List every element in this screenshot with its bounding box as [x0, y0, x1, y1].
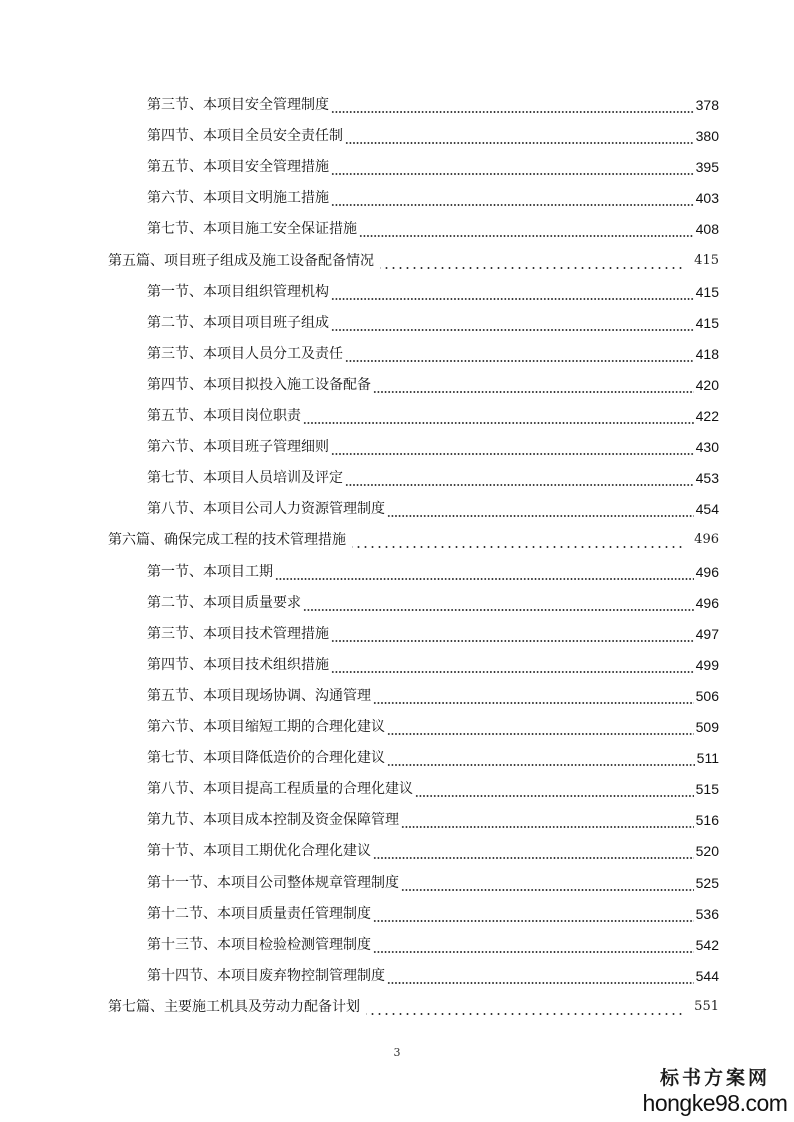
toc-dot-leader — [387, 967, 694, 985]
toc-dot-leader — [415, 780, 694, 798]
toc-dot-leader — [303, 594, 694, 612]
toc-entry-page: 420 — [695, 376, 719, 393]
toc-entry-title: 第五篇、项目班子组成及施工设备配备情况 — [108, 252, 374, 269]
toc-section-entry — [147, 557, 719, 581]
toc-section-entry — [147, 774, 719, 798]
toc-dot-leader — [352, 531, 686, 549]
toc-dot-leader — [331, 96, 694, 114]
toc-entry-page: 418 — [695, 345, 719, 362]
toc-section-entry — [147, 494, 719, 518]
toc-entry-title: 第一节、本项目组织管理机构 — [147, 283, 329, 300]
toc-entry-page: 520 — [695, 843, 719, 860]
toc-dot-leader — [373, 376, 694, 394]
toc-section-entry — [147, 370, 719, 394]
toc-dot-leader — [331, 283, 694, 301]
toc-dot-leader — [373, 905, 694, 923]
toc-dot-leader — [331, 189, 694, 207]
toc-entry-page: 415 — [694, 252, 719, 268]
page-number: 3 — [393, 1046, 401, 1059]
toc-entry-page: 408 — [695, 221, 719, 238]
toc-entry-title: 第二节、本项目项目班子组成 — [147, 314, 329, 331]
toc-entry-page: 551 — [694, 998, 719, 1014]
toc-section-entry — [147, 930, 719, 954]
toc-section-entry — [147, 339, 719, 363]
toc-part-entry — [108, 525, 719, 549]
toc-dot-leader — [387, 718, 694, 736]
toc-entry-title: 第五节、本项目安全管理措施 — [147, 159, 329, 176]
toc-dot-leader — [401, 811, 694, 829]
toc-entry-page: 497 — [695, 625, 719, 642]
toc-entry-page: 380 — [695, 128, 719, 145]
toc-dot-leader — [366, 998, 686, 1016]
toc-entry-title: 第九节、本项目成本控制及资金保障管理 — [147, 812, 399, 829]
toc-section-entry — [147, 712, 719, 736]
toc-dot-leader — [387, 749, 695, 767]
toc-entry-title: 第十一节、本项目公司整体规章管理制度 — [147, 874, 399, 891]
toc-entry-title: 第一节、本项目工期 — [147, 563, 273, 580]
toc-dot-leader — [359, 220, 694, 238]
toc-entry-page: 403 — [695, 190, 719, 207]
toc-entry-title: 第四节、本项目拟投入施工设备配备 — [147, 376, 371, 393]
toc-entry-title: 第十节、本项目工期优化合理化建议 — [147, 843, 371, 860]
toc-section-entry — [147, 90, 719, 114]
toc-entry-title: 第六节、本项目缩短工期的合理化建议 — [147, 719, 385, 735]
toc-entry-page: 454 — [695, 501, 719, 518]
toc-entry-page: 422 — [695, 408, 719, 424]
toc-entry-title: 第四节、本项目技术组织措施 — [147, 656, 329, 673]
toc-entry-page: 453 — [695, 470, 719, 487]
watermark-title: 标书方案网 — [659, 1067, 770, 1089]
toc-entry-page: 395 — [695, 159, 719, 176]
toc-entry-page: 511 — [696, 750, 719, 767]
toc-entry-title: 第五节、本项目现场协调、沟通管理 — [147, 687, 371, 704]
toc-section-entry — [147, 183, 719, 207]
toc-entry-title: 第十三节、本项目检验检测管理制度 — [147, 936, 371, 953]
toc-entry-page: 525 — [695, 874, 719, 891]
toc-dot-leader — [373, 936, 694, 954]
toc-section-entry — [147, 961, 719, 985]
toc-entry-page: 499 — [695, 656, 719, 673]
toc-section-entry — [147, 121, 719, 145]
toc-entry-page: 544 — [695, 967, 719, 984]
toc-section-entry — [147, 277, 719, 301]
toc-dot-leader — [401, 874, 694, 892]
toc-section-entry — [147, 805, 719, 829]
toc-section-entry — [147, 650, 719, 674]
toc-entry-page: 516 — [695, 812, 719, 829]
toc-section-entry — [147, 836, 719, 860]
toc-entry-title: 第三节、本项目人员分工及责任 — [147, 345, 343, 362]
toc-entry-title: 第四节、本项目全员安全责任制 — [147, 128, 343, 145]
toc-entry-title: 第六节、本项目文明施工措施 — [147, 190, 329, 207]
toc-entry-title: 第七节、本项目施工安全保证措施 — [147, 221, 357, 238]
toc-dot-leader — [331, 438, 694, 456]
toc-section-entry — [147, 588, 719, 612]
toc-section-entry — [147, 681, 719, 705]
toc-entry-title: 第三节、本项目技术管理措施 — [147, 625, 329, 642]
toc-entry-title: 第六篇、确保完成工程的技术管理措施 — [108, 532, 346, 549]
watermark-url: hongke98.com — [642, 1090, 788, 1116]
toc-dot-leader — [331, 314, 694, 332]
watermark — [640, 1066, 790, 1120]
toc-dot-leader — [345, 469, 694, 487]
toc-dot-leader — [303, 407, 694, 425]
toc-entry-page: 506 — [695, 687, 719, 704]
toc-section-entry — [147, 743, 719, 767]
toc-section-entry — [147, 432, 719, 456]
toc-entry-page: 415 — [695, 283, 719, 300]
toc-entry-page: 415 — [695, 314, 719, 331]
toc-entry-title: 第二节、本项目质量要求 — [147, 594, 301, 611]
toc-entry-page: 515 — [695, 781, 719, 798]
toc-entry-title: 第六节、本项目班子管理细则 — [147, 439, 329, 456]
toc-entry-page: 496 — [694, 532, 719, 548]
toc-section-entry — [147, 463, 719, 487]
toc-entry-title: 第三节、本项目安全管理制度 — [147, 97, 329, 113]
toc-entry-page: 509 — [695, 719, 719, 735]
toc-dot-leader — [387, 500, 694, 518]
toc-section-entry — [147, 152, 719, 176]
toc-dot-leader — [331, 158, 694, 176]
toc-section-entry — [147, 214, 719, 238]
toc-entry-title: 第八节、本项目提高工程质量的合理化建议 — [147, 781, 413, 798]
toc-dot-leader — [275, 563, 694, 581]
toc-entry-title: 第五节、本项目岗位职责 — [147, 408, 301, 424]
toc-dot-leader — [331, 656, 694, 674]
toc-part-entry — [108, 246, 719, 270]
toc-entry-title: 第七节、本项目人员培训及评定 — [147, 470, 343, 487]
toc-dot-leader — [373, 687, 694, 705]
toc-entry-title: 第十四节、本项目废弃物控制管理制度 — [147, 967, 385, 984]
toc-entry-title: 第七篇、主要施工机具及劳动力配备计划 — [108, 998, 360, 1015]
toc-dot-leader — [345, 345, 694, 363]
toc-section-entry — [147, 899, 719, 923]
toc-section-entry — [147, 308, 719, 332]
toc-entry-title: 第十二节、本项目质量责任管理制度 — [147, 905, 371, 922]
toc-entry-page: 496 — [695, 563, 719, 580]
toc-dot-leader — [380, 252, 686, 270]
toc-entry-page: 536 — [695, 905, 719, 922]
toc-entry-title: 第七节、本项目降低造价的合理化建议 — [147, 750, 385, 767]
toc-entry-page: 496 — [695, 594, 719, 611]
toc-dot-leader — [345, 127, 694, 145]
toc-section-entry — [147, 619, 719, 643]
toc-dot-leader — [331, 625, 694, 643]
toc-section-entry — [147, 401, 719, 425]
toc-entry-title: 第八节、本项目公司人力资源管理制度 — [147, 501, 385, 518]
toc-entry-page: 430 — [695, 439, 719, 456]
toc-entry-page: 542 — [695, 936, 719, 953]
toc-dot-leader — [373, 842, 694, 860]
toc-part-entry — [108, 992, 719, 1016]
toc-section-entry — [147, 868, 719, 892]
toc-entry-page: 378 — [695, 97, 719, 113]
